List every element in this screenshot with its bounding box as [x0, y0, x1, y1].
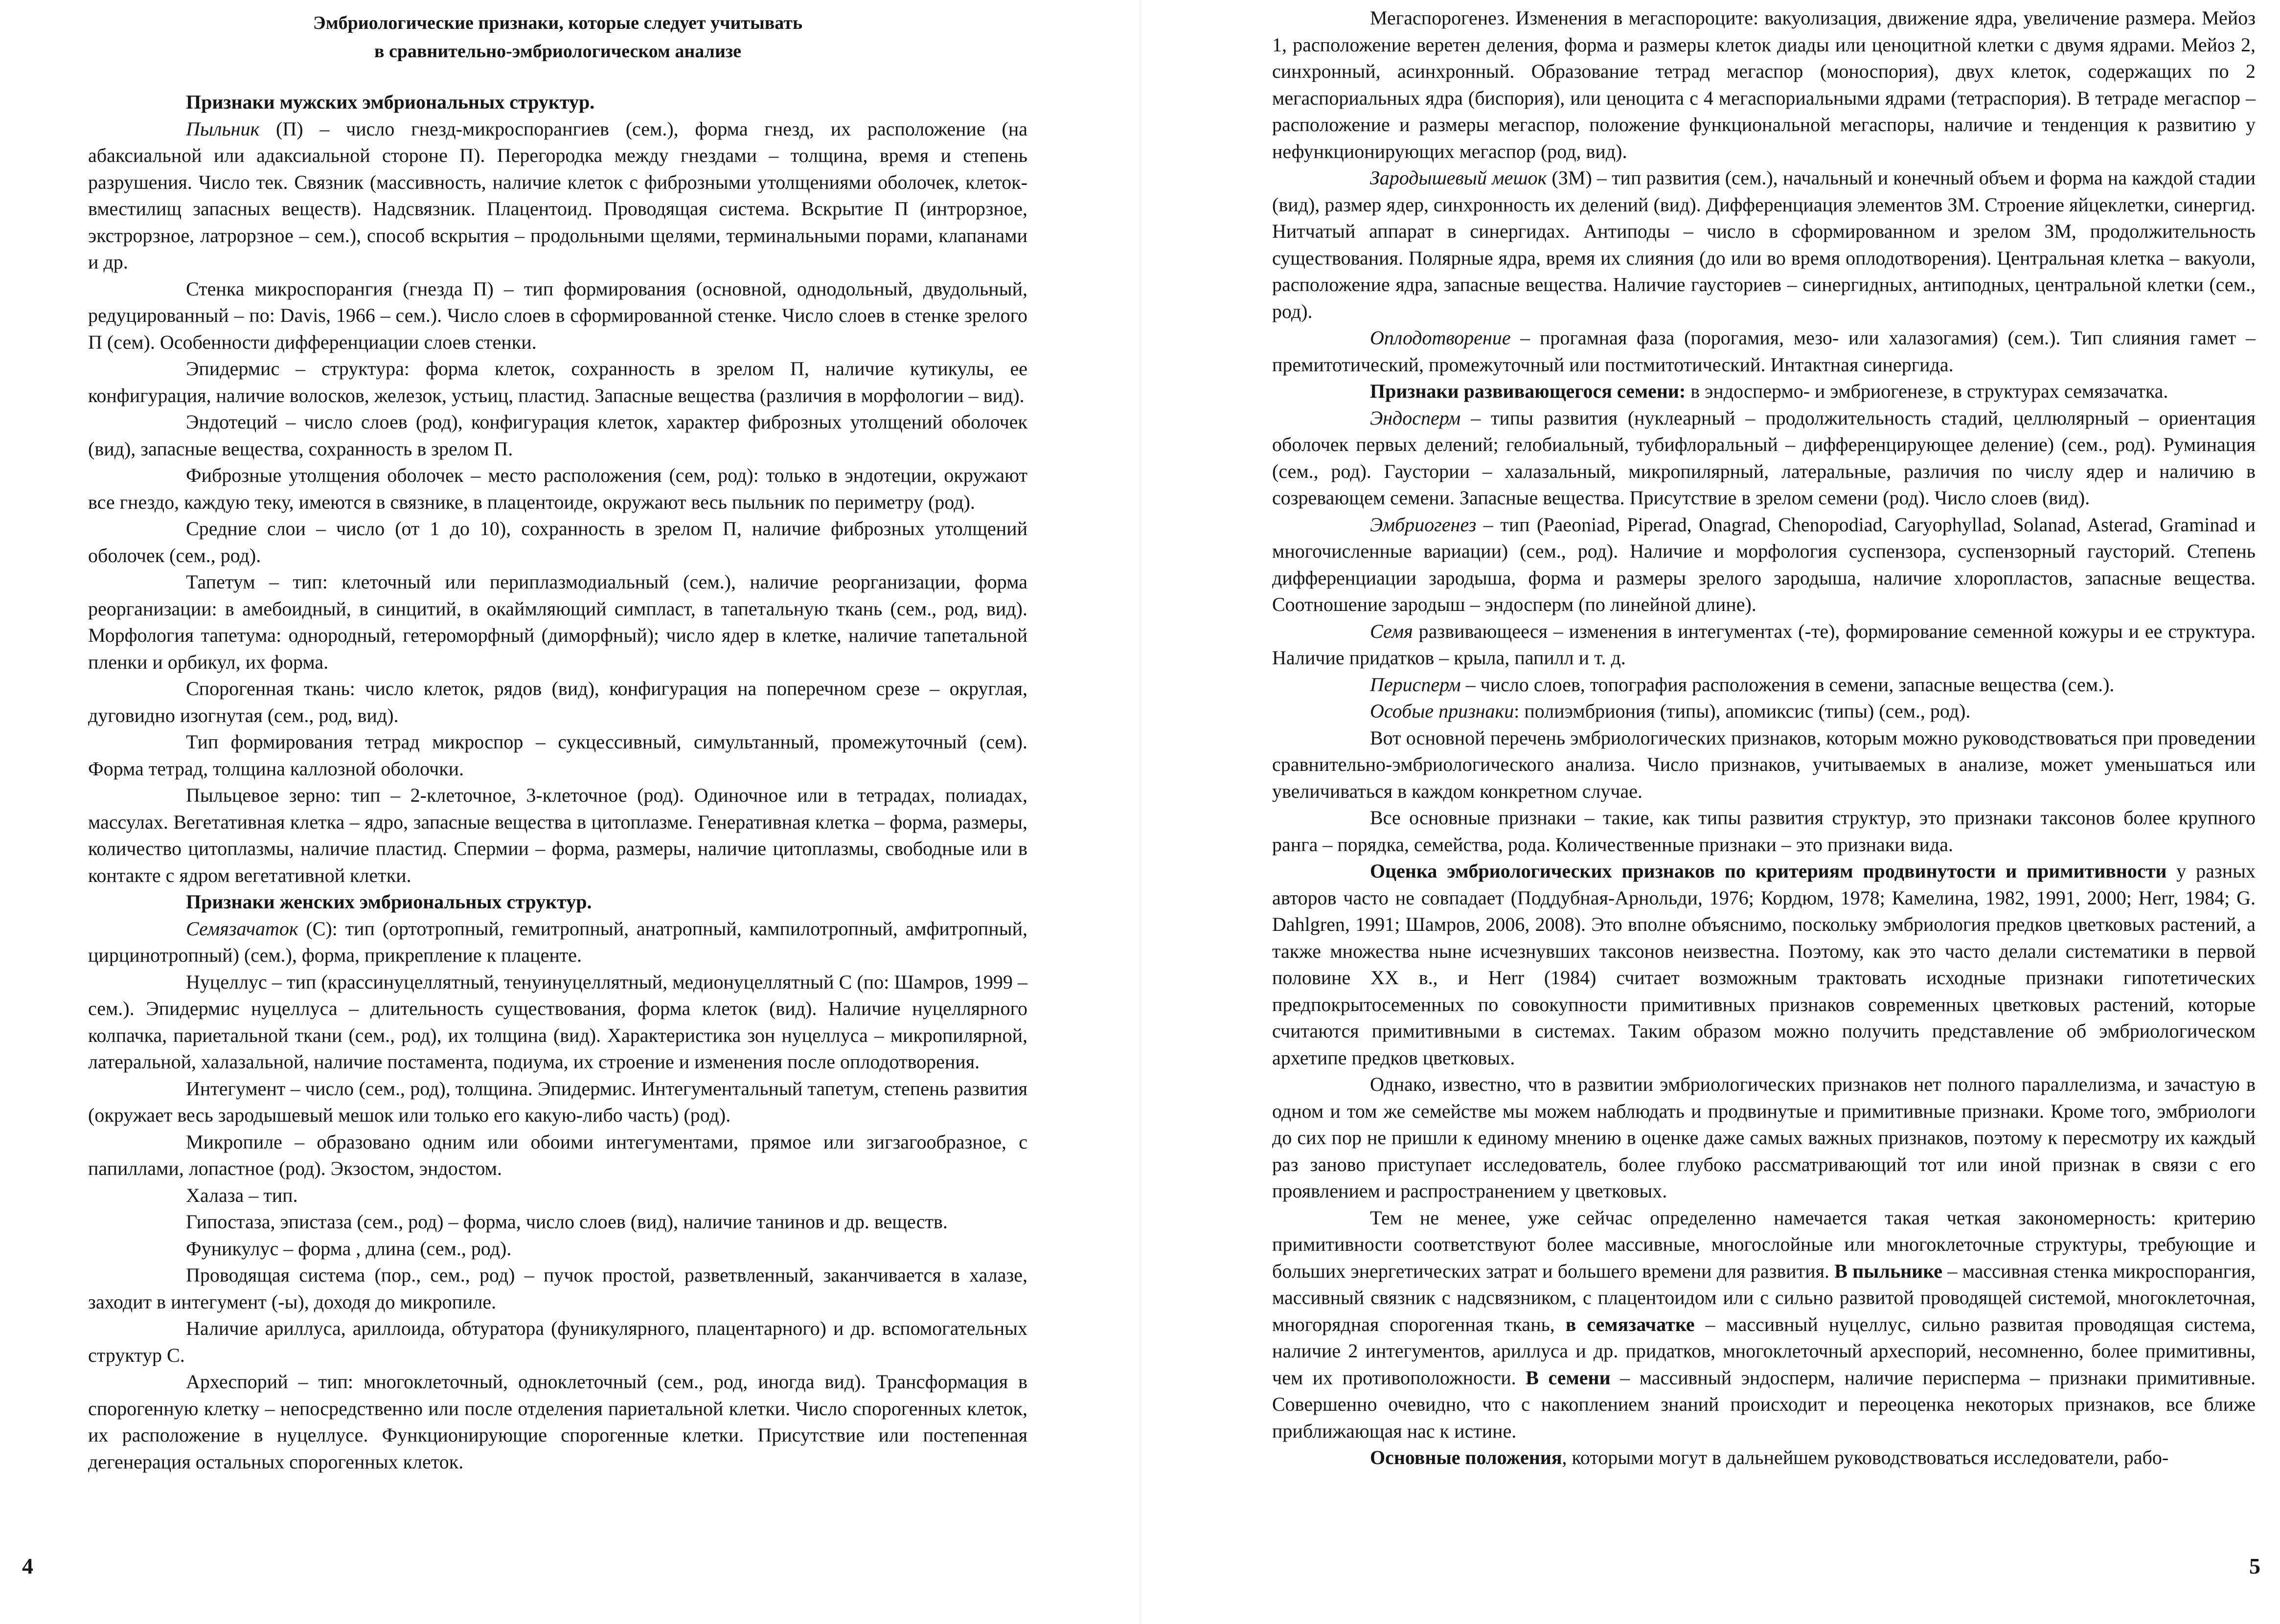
paragraph-text: в эндоспермо- и эмбриогенезе, в структурах семязачатка. — [1686, 380, 2168, 402]
paragraph-text: Нуцеллус – тип (крассинуцеллятный, тенуинуцеллятный, медионуцеллятный С (по: Шамров, 1999 – сем.). Эпидермис нуцеллуса – длительность существования, форма клеток (вид). Наличие нуцеллярного колпачка, париетальной ткани (сем., род), их толщина (вид). Характеристика зон нуцеллуса – микропилярной, латеральной, халазальной, наличие постамента, подиума, их строение и изменения после оплодотворения. — [88, 970, 1027, 1073]
section-heading: Признаки женских эмбриональных структур. — [186, 891, 592, 913]
left-page-body — [88, 89, 1027, 1475]
paragraph — [88, 569, 1027, 676]
paragraph-text: Гипостаза, эпистаза (сем., род) – форма, число слоев (вид), наличие танинов и др. веществ. — [186, 1211, 948, 1233]
paragraph — [1272, 672, 2256, 699]
paragraph-text: Все основные признаки – такие, как типы развития структур, это признаки таксонов более крупного ранга – порядка, семейства, рода. Количественные признаки – это признаки вида. — [1272, 807, 2256, 856]
paragraph-text: – тип (Paeoniad, Piperad, Onagrad, Chenopodiad, Caryophyllad, Solanad, Asterad, Graminad и многочисленные вариации) (сем., род). Наличие и морфология суспензора, суспензорный гаусторий. Степень дифференциации зародыша, форма и размеры зрелого зародыша, наличие хлоропластов, запасные вещества. Соотношение зародыш – эндосперм (по линейной длине). — [1272, 513, 2256, 615]
term-italic: Эндосперм — [1370, 406, 1461, 429]
bold-phrase: В семени — [1526, 1366, 1611, 1389]
paragraph-text: – массивный нуцеллус, сильно развитая проводящая система, наличие 2 интегументов, ариллуса и др. придатков, многоклеточный археспорий, несомненно, более примитивны, чем их противоположности. — [1272, 1313, 2256, 1389]
term-italic: Оплодотворение — [1370, 327, 1511, 349]
paragraph-text: (ЗМ) – тип развития (сем.), начальный и конечный объем и форма на каждой стадии (вид), размер ядер, синхронность их делений (вид). Дифференциация элементов ЗМ. Строение яйцеклетки, синергид. Нитчатый аппарат в синергидах. Антиподы – число в сформированном и зрелом ЗМ, продолжительность существования. Полярные ядра, время их слияния (до или во время оплодотворения). Центральная клетка – вакуоли, расположение ядра, запасные вещества. Наличие гаусториев – синергидных, антиподных, центральной клетки (сем., род). — [1272, 167, 2256, 322]
paragraph-text: Микропиле – образовано одним или обоими интегументами, прямое или зигзагообразное, с папиллами, лопастное (род). Экзостом, эндостом. — [88, 1130, 1027, 1179]
paragraph — [1272, 378, 2256, 405]
paragraph — [1272, 512, 2256, 618]
paragraph — [88, 276, 1027, 356]
paragraph-text: Стенка микроспорангия (гнезда П) – тип формирования (основной, однодольный, двудольный, редуцированный – по: Davis, 1966 – сем.). Число слоев в сформированной стенке. Число слоев в стенке зрелого П (сем). Особенности дифференциации слоев стенки. — [88, 277, 1027, 353]
paragraph-text: у разных авторов часто не совпадает (Поддубная-Арнольди, 1976; Кордюм, 1978; Камелина, 1982, 1991, 2000; Herr, 1984; G. Dahlgren, 1991; Шамров, 2006, 2008). Это вполне объяснимо, поскольку эмбриология предков цветковых растений, а также множества ныне исчезнувших таксонов неизвестна. Поэтому, как это часто делали систематики в первой половине XX в., и Herr (1984) считает возможным трактовать исходные признаки гипотетических предпокрытосеменных по совокупности примитивных признаков современных цветковых растений, которые считаются примитивными в системах. Таким образом можно получить представление об эмбриологическом архетипе предков цветковых. — [1272, 860, 2256, 1069]
paragraph — [1272, 5, 2256, 165]
paragraph-text: – типы развития (нуклеарный – продолжительность стадий, целлюлярный – ориентация оболочек первых делений; гелобиальный, тубифлоральный – дифференцирующее деление) (сем., род). Руминация (сем., род). Гаустории – халазальный, микропилярный, латеральные, различия по числу ядер и наличию в созревающем семени. Запасные вещества. Присутствие в зрелом семени (род). Число слоев (вид). — [1272, 406, 2256, 509]
paragraph-text: (С): тип (ортотропный, гемитропный, анатропный, кампилотропный, амфитропный, цирцинотропный) (сем.), форма, прикрепление к плаценте. — [88, 917, 1027, 966]
section-heading: Оценка эмбриологических признаков по критериям продвинутости и примитивности — [1370, 860, 2167, 882]
paragraph — [88, 969, 1027, 1076]
paragraph — [88, 1129, 1027, 1182]
paragraph — [88, 409, 1027, 462]
paragraph — [88, 516, 1027, 569]
paragraph — [1272, 618, 2256, 672]
paragraph-text: Тем не менее, уже сейчас определенно намечается такая четкая закономерность: критерию примитивности соответствуют более массивные, многослойные или многоклеточные структуры, требующие и больших энергетических затрат и большего времени для развития. — [1272, 1206, 2256, 1282]
paragraph-text: Эндотеций – число слоев (род), конфигурация клеток, характер фиброзных утолщений оболочек (вид), запасные вещества, сохранность в зрелом П. — [88, 411, 1027, 460]
paragraph — [1272, 698, 2256, 725]
page-number-right: 5 — [2249, 1554, 2260, 1579]
paragraph — [1272, 165, 2256, 325]
paragraph-text: Фиброзные утолщения оболочек – место расположения (сем, род): только в эндотеции, окружают все гнездо, каждую теку, имеются в связнике, в плацентоиде, окружают весь пыльник по периметру (род). — [88, 464, 1027, 513]
paragraph — [88, 1262, 1027, 1315]
paragraph — [88, 1076, 1027, 1129]
paragraph — [88, 1209, 1027, 1236]
paragraph-text: (П) – число гнезд-микроспорангиев (сем.), форма гнезд, их расположение (на абаксиальной или адаксиальной стороне П). Перегородка между гнездами – толщина, время и степень разрушения. Число тек. Связник (массивность, наличие клеток с фиброзными утолщениями оболочек, клеток-вместилищ запасных веществ). Надсвязник. Плацентоид. Проводящая система. Вскрытие П (интрорзное, экстрорзное, латрорзное – сем.), способ вскрытия – продольными щелями, терминальными порами, клапанами и др. — [88, 117, 1027, 273]
paragraph — [88, 1236, 1027, 1263]
term-italic: Семязачаток — [186, 917, 298, 940]
paragraph-text: Наличие ариллуса, ариллоида, обтуратора (фуникулярного, плацентарного) и др. вспомогательных структур С. — [88, 1317, 1027, 1366]
right-page-body — [1272, 5, 2256, 1471]
section-heading: Основные положения — [1370, 1446, 1562, 1468]
paragraph — [1272, 405, 2256, 512]
paragraph — [88, 889, 1027, 916]
paragraph — [88, 729, 1027, 782]
paragraph — [88, 116, 1027, 276]
paragraph — [88, 89, 1027, 116]
paragraph — [88, 1315, 1027, 1369]
paragraph-text: Эпидермис – структура: форма клеток, сохранность в зрелом П, наличие кутикулы, ее конфигурация, наличие волосков, железок, устьиц, пластид. Запасные вещества (различия в морфологии – вид). — [88, 358, 1027, 406]
paragraph — [88, 462, 1027, 516]
term-italic: Семя — [1370, 620, 1413, 642]
term-italic: Особые признаки — [1370, 700, 1514, 722]
term-italic: Зародышевый мешок — [1370, 167, 1547, 189]
paragraph-text: – прогамная фаза (порогамия, мезо- или халазогамия) (сем.). Тип слияния гамет – премитотический, промежуточный или постмитотический. Интактная синергида. — [1272, 327, 2256, 376]
paragraph — [88, 1369, 1027, 1475]
paragraph-text: развивающееся – изменения в интегументах (-те), формирование семенной кожуры и ее структура. Наличие придатков – крыла, папилл и т. д. — [1272, 620, 2256, 669]
paragraph-text: – массивный эндосперм, наличие перисперма – признаки примитивные. Совершенно очевидно, что с накоплением знаний происходит и переоценка некоторых признаков, все ближе приближающая нас к истине. — [1272, 1366, 2256, 1442]
paragraph — [88, 676, 1027, 729]
page-title — [88, 9, 1027, 66]
paragraph-text: Проводящая система (пор., сем., род) – пучок простой, разветвленный, заканчивается в халазе, заходит в интегумент (-ы), доходя до микропиле. — [88, 1264, 1027, 1313]
paragraph-text: Халаза – тип. — [186, 1184, 298, 1206]
page-number-left: 4 — [22, 1554, 33, 1579]
paragraph-text: Спорогенная ткань: число клеток, рядов (вид), конфигурация на поперечном срезе – округлая, дуговидно изогнутая (сем., род, вид). — [88, 677, 1027, 726]
paragraph-text: Тип формирования тетрад микроспор – сукцессивный, симультанный, промежуточный (сем). Форма тетрад, толщина каллозной оболочки. — [88, 731, 1027, 780]
paragraph — [1272, 325, 2256, 378]
paragraph-text: Средние слои – число (от 1 до 10), сохранность в зрелом П, наличие фиброзных утолщений оболочек (сем., род). — [88, 518, 1027, 566]
paragraph-text: : полиэмбриония (типы), апомиксис (типы) (сем., род). — [1514, 700, 1971, 722]
paragraph — [1272, 805, 2256, 858]
paragraph — [1272, 1071, 2256, 1205]
paragraph — [1272, 725, 2256, 805]
paragraph — [88, 782, 1027, 889]
paragraph-text: Археспорий – тип: многоклеточный, одноклеточный (сем., род, иногда вид). Трансформация в спорогенную клетку – непосредственно или после отделения париетальной клетки. Число спорогенных клеток, их расположение в нуцеллусе. Функционирующие спорогенные клетки. Присутствие или постепенная дегенерация остальных спорогенных клеток. — [88, 1371, 1027, 1473]
paragraph-text: Интегумент – число (сем., род), толщина. Эпидермис. Интегументальный тапетум, степень развития (окружает весь зародышевый мешок или только его какую-либо часть) (род). — [88, 1077, 1027, 1126]
title-line-2: в сравнительно-эмбриологическом анализе — [374, 41, 742, 62]
bold-phrase: в семязачатке — [1565, 1313, 1695, 1335]
paragraph — [88, 916, 1027, 969]
paragraph-text: – число слоев, топография расположения в семени, запасные вещества (сем.). — [1460, 673, 2115, 696]
paragraph — [1272, 1444, 2256, 1471]
term-italic: Пыльник — [186, 117, 260, 140]
bold-phrase: В пыльнике — [1834, 1260, 1943, 1282]
paragraph-text: Пыльцевое зерно: тип – 2-клеточное, 3-клеточное (род). Одиночное или в тетрадах, полиадах, массулах. Вегетативная клетка – ядро, запасные вещества в цитоплазме. Генеративная клетка – форма, размеры, количество цитоплазмы, наличие пластид. Спермии – форма, размеры, наличие цитоплазмы, свободные или в контакте с ядром вегетативной клетки. — [88, 784, 1027, 886]
section-heading: Признаки мужских эмбриональных структур. — [186, 91, 595, 113]
paragraph-text: Вот основной перечень эмбриологических признаков, которым можно руководствоваться при проведении сравнительно-эмбриологического анализа. Число признаков, учитываемых в анализе, может уменьшаться или увеличиваться в каждом конкретном случае. — [1272, 726, 2256, 802]
term-italic: Перисперм — [1370, 673, 1461, 696]
paragraph — [88, 356, 1027, 409]
paragraph — [88, 1182, 1027, 1209]
paragraph-text: Фуникулус – форма , длина (сем., род). — [186, 1237, 512, 1260]
paragraph-text: Мегаспорогенез. Изменения в мегаспороците: вакуолизация, движение ядра, увеличение размера. Мейоз 1, расположение веретен деления, форма и размеры клеток диады или ценоцитной клетки с двумя ядрами. Мейоз 2, синхронный, асинхронный. Образование тетрад мегаспор (моноспория), двух клеток, содержащих по 2 мегаспориальных ядра (биспория), или ценоцита с 4 мегаспориальными ядрами (тетраспория). В тетраде мегаспор – расположение и размеры мегаспор, положение функциональной мегаспоры, наличие и тенденция к развитию у нефункционирующих мегаспор (род, вид). — [1272, 7, 2256, 162]
term-italic: Эмбриогенез — [1370, 513, 1477, 536]
right-page — [1140, 0, 2280, 1624]
paragraph-text: , которыми могут в дальнейшем руководствоваться исследователи, рабо- — [1562, 1446, 2169, 1468]
paragraph — [1272, 1205, 2256, 1445]
section-heading: Признаки развивающегося семени: — [1370, 380, 1686, 402]
title-line-1: Эмбриологические признаки, которые следует учитывать — [313, 13, 803, 33]
paragraph-text: Тапетум – тип: клеточный или периплазмодиальный (сем.), наличие реорганизации, форма реорганизации: в амебоидный, в синцитий, в окаймляющий симпласт, в тапетальную ткань (сем., род, вид). Морфология тапетума: однородный, гетероморфный (диморфный); число ядер в клетке, наличие тапетальной пленки и орбикул, их форма. — [88, 571, 1027, 673]
paragraph-text: Однако, известно, что в развитии эмбриологических признаков нет полного параллелизма, и зачастую в одном и том же семействе мы можем наблюдать и продвинутые и примитивные признаки. Кроме того, эмбриологи до сих пор не пришли к единому мнению в оценке даже самых важных признаков, поэтому к пересмотру их каждый раз заново приступает исследователь, более глубоко рассматривающий тот или иной признак в связи с его проявлением и распространением у цветковых. — [1272, 1073, 2256, 1202]
paragraph-text: – массивная стенка микроспорангия, массивный связник с надсвязником, с плацентоидом или с сильно развитой проводящей системой, многоклеточная, многорядная спорогенная ткань, — [1272, 1260, 2256, 1335]
paragraph — [1272, 858, 2256, 1071]
